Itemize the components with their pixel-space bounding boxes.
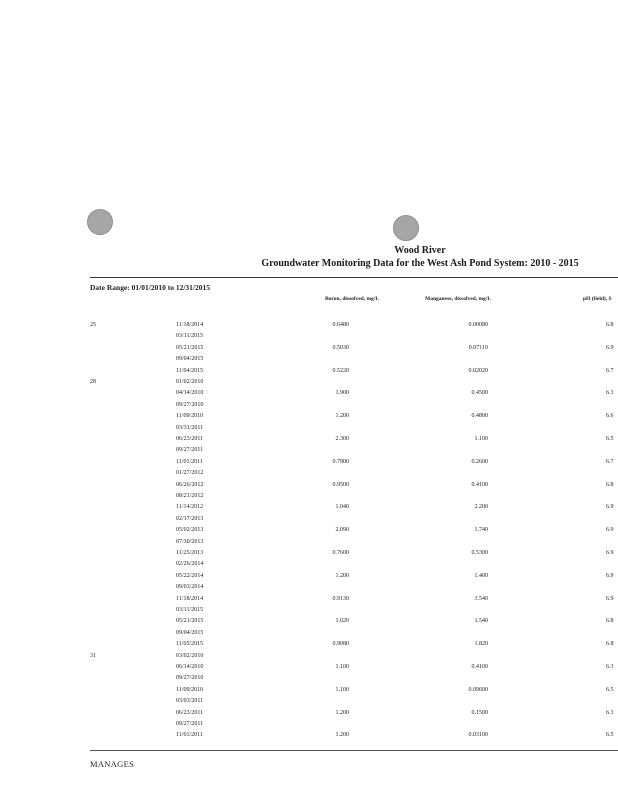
boron-value-cell: 0.5220 bbox=[332, 368, 349, 374]
manganese-value-cell: 0.03100 bbox=[468, 732, 488, 738]
manganese-value-cell: 0.4100 bbox=[471, 482, 488, 488]
boron-value-cell: 0.5030 bbox=[332, 345, 349, 351]
sample-date-cell: 03/03/2011 bbox=[176, 698, 204, 704]
sample-date-cell: 02/26/2014 bbox=[176, 561, 204, 567]
sample-date-cell: 06/14/2010 bbox=[176, 664, 204, 670]
manganese-value-cell: 1.400 bbox=[474, 573, 488, 579]
sample-date-cell: 05/21/2015 bbox=[176, 345, 204, 351]
boron-value-cell: 1.200 bbox=[335, 732, 349, 738]
sample-date-cell: 06/26/2012 bbox=[176, 482, 204, 488]
sample-date-cell: 11/14/2012 bbox=[176, 504, 204, 510]
column-header-manganese: Manganese, dissolved, mg/L bbox=[425, 296, 492, 302]
footer-divider bbox=[90, 750, 618, 751]
sample-date-cell: 09/27/2011 bbox=[176, 721, 204, 727]
boron-value-cell: 0.9500 bbox=[332, 482, 349, 488]
sample-date-cell: 11/25/2013 bbox=[176, 550, 204, 556]
manganese-value-cell: 0.00080 bbox=[468, 322, 488, 328]
sample-date-cell: 09/04/2015 bbox=[176, 356, 204, 362]
ph-value-cell: 6.3 bbox=[606, 710, 614, 716]
sample-date-cell: 11/09/2010 bbox=[176, 413, 204, 419]
ph-value-cell: 6.8 bbox=[606, 618, 614, 624]
boron-value-cell: 1.100 bbox=[335, 664, 349, 670]
well-id-cell: 25 bbox=[90, 322, 96, 328]
boron-value-cell: 0.9080 bbox=[332, 641, 349, 647]
sample-date-cell: 02/17/2013 bbox=[176, 516, 204, 522]
ph-value-cell: 6.5 bbox=[606, 732, 614, 738]
manganese-value-cell: 0.4800 bbox=[471, 413, 488, 419]
boron-value-cell: 1.200 bbox=[335, 710, 349, 716]
ph-value-cell: 6.9 bbox=[606, 345, 614, 351]
manganese-value-cell: 1.820 bbox=[474, 641, 488, 647]
sample-date-cell: 05/22/2014 bbox=[176, 573, 204, 579]
boron-value-cell: 2.300 bbox=[335, 436, 349, 442]
punch-hole-left bbox=[87, 209, 113, 235]
boron-value-cell: 1.900 bbox=[335, 390, 349, 396]
boron-value-cell: 1.020 bbox=[335, 618, 349, 624]
punch-hole-right bbox=[393, 215, 419, 241]
ph-value-cell: 6.9 bbox=[606, 504, 614, 510]
column-header-boron: Boron, dissolved, mg/L bbox=[325, 296, 379, 302]
manganese-value-cell: 1.540 bbox=[474, 618, 488, 624]
sample-date-cell: 06/23/2011 bbox=[176, 436, 204, 442]
sample-date-cell: 08/21/2012 bbox=[176, 493, 204, 499]
sample-date-cell: 09/03/2014 bbox=[176, 584, 204, 590]
ph-value-cell: 6.3 bbox=[606, 390, 614, 396]
sample-date-cell: 03/02/2010 bbox=[176, 653, 204, 659]
manganese-value-cell: 1.740 bbox=[474, 527, 488, 533]
manganese-value-cell: 0.02020 bbox=[468, 368, 488, 374]
manganese-value-cell: 1.100 bbox=[474, 436, 488, 442]
boron-value-cell: 0.6480 bbox=[332, 322, 349, 328]
sample-date-cell: 06/23/2011 bbox=[176, 710, 204, 716]
ph-value-cell: 6.8 bbox=[606, 482, 614, 488]
ph-value-cell: 6.5 bbox=[606, 687, 614, 693]
ph-value-cell: 6.7 bbox=[606, 459, 614, 465]
sample-date-cell: 11/04/2015 bbox=[176, 368, 204, 374]
ph-value-cell: 6.9 bbox=[606, 596, 614, 602]
sample-date-cell: 09/04/2015 bbox=[176, 630, 204, 636]
boron-value-cell: 0.7900 bbox=[332, 459, 349, 465]
ph-value-cell: 6.9 bbox=[606, 573, 614, 579]
manganese-value-cell: 0.5300 bbox=[471, 550, 488, 556]
ph-value-cell: 6.9 bbox=[606, 550, 614, 556]
sample-date-cell: 01/27/2012 bbox=[176, 470, 204, 476]
boron-value-cell: 0.7600 bbox=[332, 550, 349, 556]
sample-date-cell: 04/14/2010 bbox=[176, 390, 204, 396]
ph-value-cell: 6.8 bbox=[606, 641, 614, 647]
boron-value-cell: 0.9130 bbox=[332, 596, 349, 602]
boron-value-cell: 1.200 bbox=[335, 573, 349, 579]
sample-date-cell: 11/18/2014 bbox=[176, 322, 204, 328]
sample-date-cell: 11/01/2011 bbox=[176, 732, 203, 738]
sample-date-cell: 05/02/2013 bbox=[176, 527, 204, 533]
date-range: Date Range: 01/01/2010 to 12/31/2015 bbox=[90, 283, 210, 292]
boron-value-cell: 1.100 bbox=[335, 687, 349, 693]
manganese-value-cell: 0.1500 bbox=[471, 710, 488, 716]
manganese-value-cell: 0.2600 bbox=[471, 459, 488, 465]
sample-date-cell: 09/27/2011 bbox=[176, 447, 204, 453]
well-id-cell: 28 bbox=[90, 379, 96, 385]
sample-date-cell: 07/30/2013 bbox=[176, 539, 204, 545]
sample-date-cell: 03/11/2015 bbox=[176, 607, 204, 613]
report-subtitle: Groundwater Monitoring Data for the West Ash Pond System: 2010 - 2015 bbox=[261, 258, 579, 269]
ph-value-cell: 6.5 bbox=[606, 436, 614, 442]
sample-date-cell: 11/05/2015 bbox=[176, 641, 204, 647]
ph-value-cell: 6.8 bbox=[606, 322, 614, 328]
boron-value-cell: 1.200 bbox=[335, 413, 349, 419]
sample-date-cell: 03/31/2011 bbox=[176, 425, 204, 431]
header-divider bbox=[90, 277, 618, 278]
manganese-value-cell: 0.4500 bbox=[471, 390, 488, 396]
boron-value-cell: 1.040 bbox=[335, 504, 349, 510]
manganese-value-cell: 0.09600 bbox=[468, 687, 488, 693]
ph-value-cell: 6.6 bbox=[606, 413, 614, 419]
ph-value-cell: 6.9 bbox=[606, 527, 614, 533]
boron-value-cell: 2.090 bbox=[335, 527, 349, 533]
manganese-value-cell: 0.07110 bbox=[468, 345, 488, 351]
ph-value-cell: 6.3 bbox=[606, 664, 614, 670]
sample-date-cell: 11/01/2011 bbox=[176, 459, 203, 465]
sample-date-cell: 05/21/2015 bbox=[176, 618, 204, 624]
sample-date-cell: 09/27/2010 bbox=[176, 402, 204, 408]
manganese-value-cell: 2.200 bbox=[474, 504, 488, 510]
manganese-value-cell: 3.540 bbox=[474, 596, 488, 602]
sample-date-cell: 03/11/2015 bbox=[176, 333, 204, 339]
footer-text: MANAGES bbox=[90, 759, 135, 769]
column-header-ph: pH (field), S bbox=[583, 296, 612, 302]
report-title: Wood River bbox=[394, 245, 446, 256]
sample-date-cell: 11/18/2014 bbox=[176, 596, 204, 602]
manganese-value-cell: 0.4100 bbox=[471, 664, 488, 670]
sample-date-cell: 09/27/2010 bbox=[176, 675, 204, 681]
ph-value-cell: 6.7 bbox=[606, 368, 614, 374]
sample-date-cell: 01/02/2010 bbox=[176, 379, 204, 385]
well-id-cell: 31 bbox=[90, 653, 96, 659]
sample-date-cell: 11/09/2010 bbox=[176, 687, 204, 693]
